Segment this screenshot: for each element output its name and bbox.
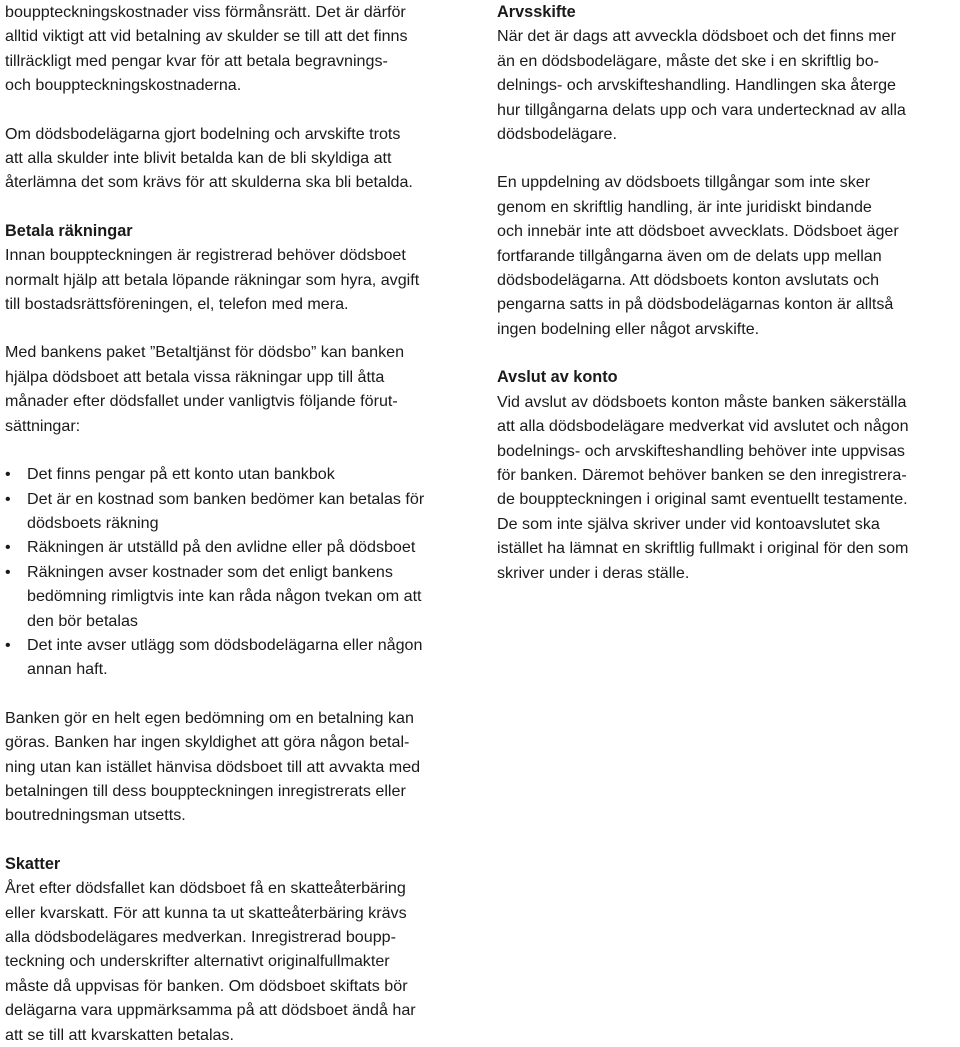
paragraph-bank-assessment: Banken gör en helt egen bedömning om en betalning kan göras. Banken har ingen skyldighet att göra någon betal- ning utan kan istället hänvisa dödsboet till att avvakta med betalningen till dess bouppteckningen inregistrerats eller boutredningsman utsetts. <box>5 708 421 825</box>
list-item: • Det är en kostnad som banken bedömer kan betalas för dödsboets räkning <box>5 487 475 536</box>
paragraph-priority-costs: bouppteckningskostnader viss förmånsrätt. Det är därför alltid viktigt att vid betalning av skulder se till att det finns tillräckligt med pengar kvar för att betala begravnings- och bouppteckningskostnaderna. <box>5 3 408 95</box>
list-item: • Räkningen avser kostnader som det enligt bankens bedömning rimligtvis inte kan råda någon tvekan om att den bör betalas <box>5 560 475 633</box>
list-item: • Räkningen är utställd på den avlidne eller på dödsboet <box>5 535 475 559</box>
paragraph-taxes: Året efter dödsfallet kan dödsboet få en skatteåterbäring eller kvarskatt. För att kunna ta ut skatteåterbäring krävs alla dödsbodelägares medverkan. Inregistrerad boupp- teckning och underskrifter alternativt originalfullmakter måste då uppvisas för banken. Om dödsboet skiftats bör delägarna vara uppmärksamma på att dödsboet ändå har att se till att kvarskatten betalas. <box>5 879 416 1044</box>
heading-account-closing: Avslut av konto <box>497 368 618 387</box>
paragraph-payment-service: Med bankens paket ”Betaltjänst för dödsbo” kan banken hjälpa dödsboet att betala vissa räkningar upp till åtta månader efter dödsfallet under vanligtvis följande förut- sättningar: <box>5 343 405 435</box>
right-column <box>497 0 957 585</box>
paragraph-account-closing: Vid avslut av dödsboets konton måste banken säkerställa att alla dödsbodelägare medverkat vid avslutet och någon bodelnings- och arvskifteshandling behöver inte uppvisas för banken. Däremot behöver banken se den inregistrera- de bouppteckningen i original samt eventuellt testamente. De som inte själva skriver under vid kontoavslutet ska istället ha lämnat en skriftlig fullmakt i original för den som skriver under i deras ställe. <box>497 392 909 582</box>
conditions-list <box>5 462 475 682</box>
list-item: • Det finns pengar på ett konto utan bankbok <box>5 462 475 486</box>
paragraph-bills-intro: Innan bouppteckningen är registrerad behöver dödsboet normalt hjälp att betala löpande räkningar som hyra, avgift till bostadsrättsföreningen, el, telefon med mera. <box>5 246 420 314</box>
heading-inheritance: Arvsskifte <box>497 3 576 21</box>
heading-taxes: Skatter <box>5 854 61 873</box>
left-column <box>5 0 475 1047</box>
list-item: • Det inte avser utlägg som dödsbodelägarna eller någon annan haft. <box>5 633 475 682</box>
paragraph-inheritance-document: När det är dags att avveckla dödsboet och det finns mer än en dödsbodelägare, måste det ske i en skriftlig bo- delnings- och arvskifteshandling. Handlingen ska återge hur tillgångarna delats upp och vara undertecknad av alla dödsbodelägare. <box>497 27 906 144</box>
heading-pay-bills: Betala räkningar <box>5 221 133 240</box>
paragraph-inheritance-binding: En uppdelning av dödsboets tillgångar som inte sker genom en skriftlig handling, är inte juridiskt bindande och innebär inte att dödsboet avvecklats. Dödsboet äger fortfarande tillgångarna även om de delats upp mellan dödsbodelägarna. Att dödsboets konton avslutats och pengarna satts in på dödsbodelägarnas konton är alltså ingen bodelning eller något arvskifte. <box>497 173 899 338</box>
paragraph-return-obligation: Om dödsbodelägarna gjort bodelning och arvskifte trots att alla skulder inte blivit betalda kan de bli skyldiga att återlämna det som krävs för att skulderna ska bli betalda. <box>5 124 413 192</box>
